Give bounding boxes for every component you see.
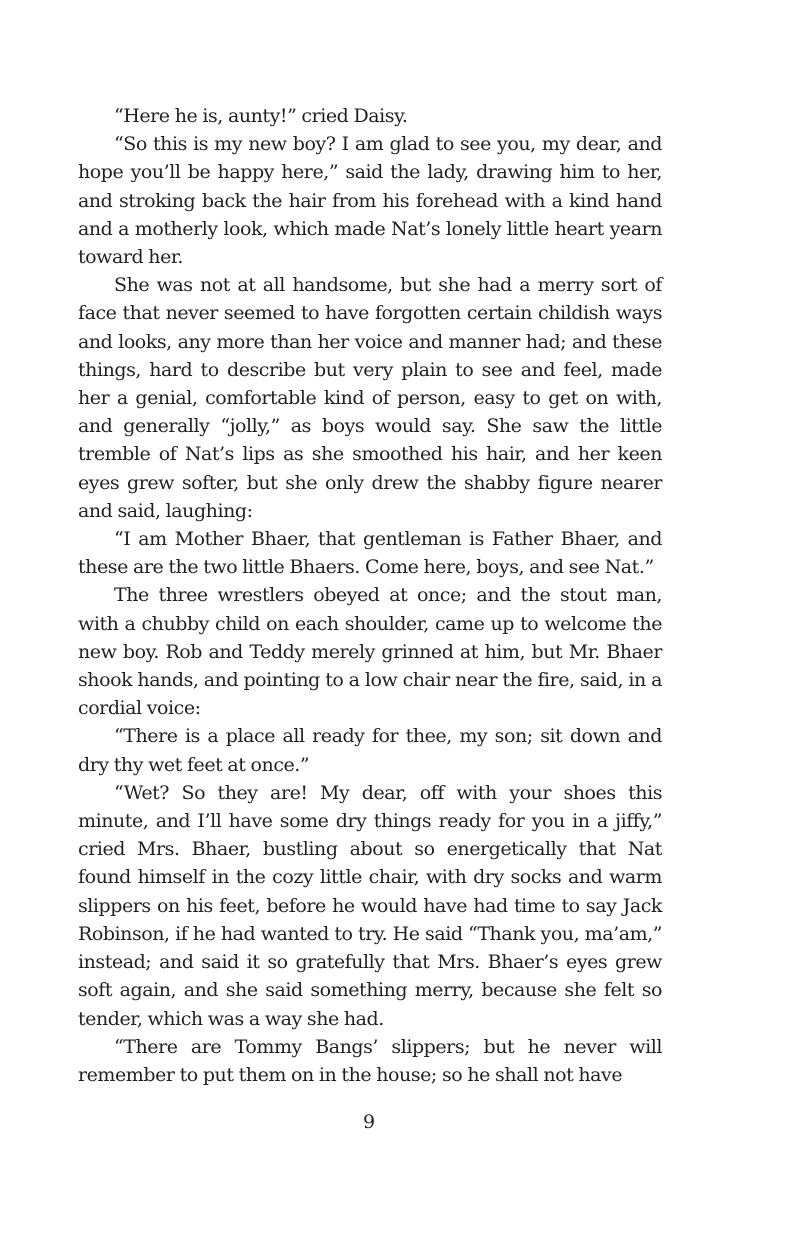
page-number: 9 bbox=[362, 1111, 376, 1133]
paragraph: “There are Tommy Bangs’ slippers; but he never will remember to put them on in the house; so he shall not have bbox=[78, 1035, 662, 1086]
paragraph: She was not at all handsome, but she had a merry sort of face that never seemed to have forgotten certain childish ways and looks, any more than her voice and manner had; and these things, hard to describe but very plain to see and feel, made her a genial, comfortable kind of person, easy to get on with, and generally “jolly,” as boys would say. She saw the little tremble of Nat’s lips as she smoothed his hair, and her keen eyes grew softer, but she only drew the shabby figure nearer and said, laughing: bbox=[78, 274, 662, 522]
paragraph: “Here he is, aunty!” cried Daisy. bbox=[114, 105, 408, 127]
paragraph: The three wrestlers obeyed at once; and the stout man, with a chubby child on each shoulder, came up to welcome the new boy. Rob and Teddy merely grinned at him, but Mr. Bhaer shook hands, and pointing to a low chair near the fire, said, in a cordial voice: bbox=[78, 584, 662, 720]
paragraph: “There is a place all ready for thee, my son; sit down and dry thy wet feet at once.” bbox=[78, 725, 662, 776]
paragraph: “Wet? So they are! My dear, off with your shoes this minute, and I’ll have some dry things ready for you in a jiffy,” cried Mrs. Bhaer, bustling about so energetically that Nat found himself in the cozy little chair, with dry socks and warm slippers on his feet, before he would have had time to say Jack Robinson, if he had wanted to try. He said “Thank you, ma’am,” instead; and said it so gratefully that Mrs. Bhaer’s eyes grew soft again, and she said something merry, because she felt so tender, which was a way she had. bbox=[78, 781, 662, 1030]
page-body bbox=[78, 102, 662, 1089]
paragraph: “So this is my new boy? I am glad to see you, my dear, and hope you’ll be happy here,” said the lady, drawing him to her, and stroking back the hair from his forehead with a kind hand and a motherly look, which made Nat’s lonely little heart yearn toward her. bbox=[78, 133, 662, 269]
paragraph: “I am Mother Bhaer, that gentleman is Father Bhaer, and these are the two little Bhaers. Come here, boys, and see Nat.” bbox=[78, 528, 662, 579]
